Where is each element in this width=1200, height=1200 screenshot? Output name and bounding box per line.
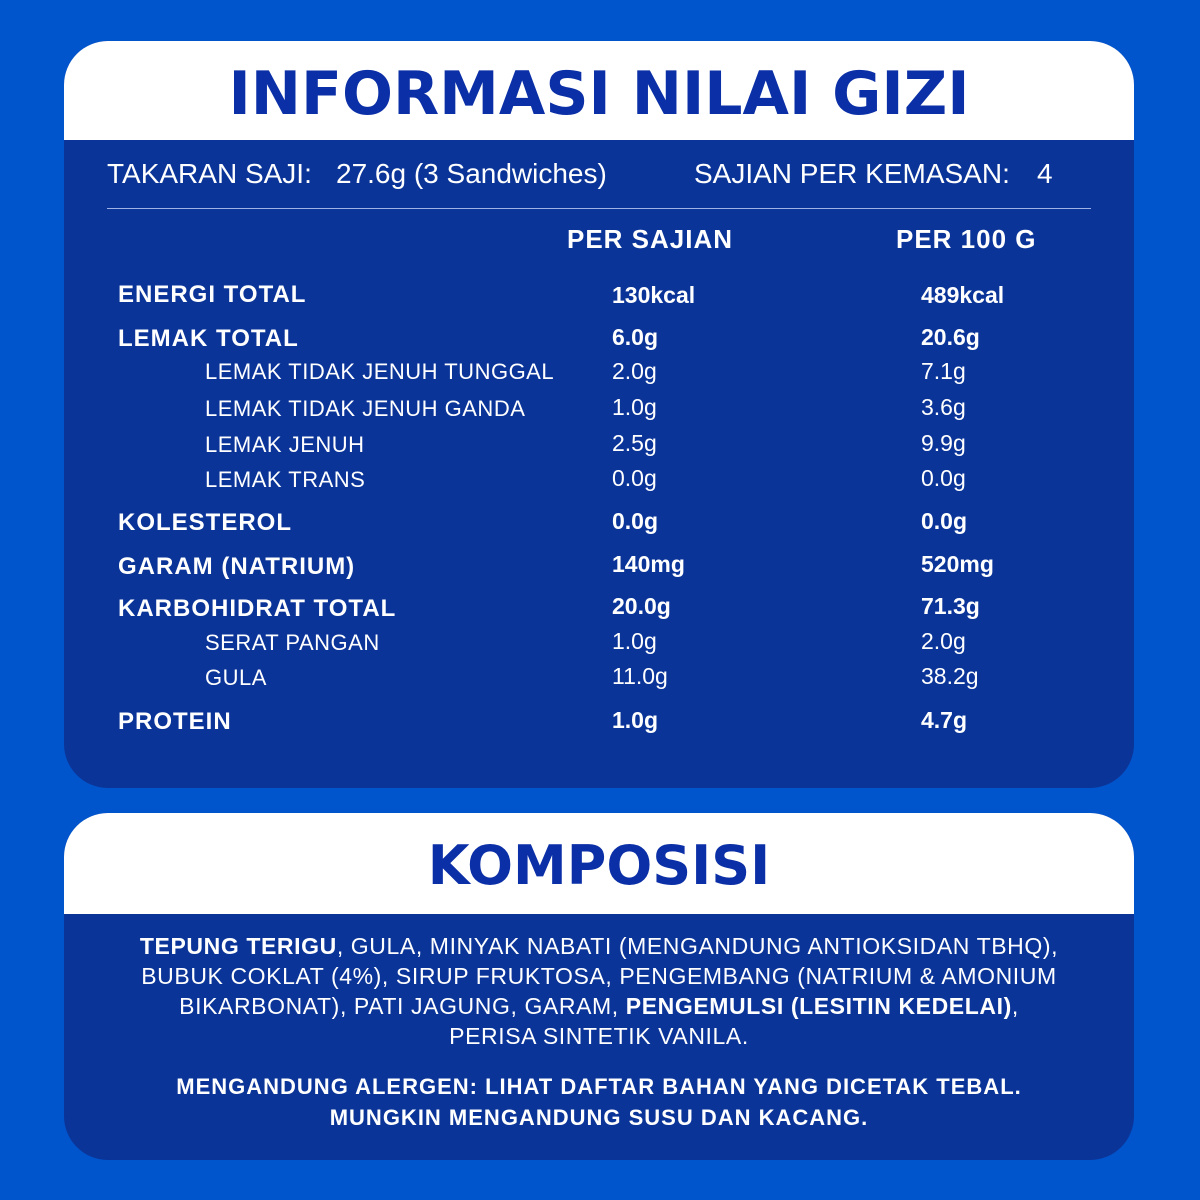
ingredient-line-3-end: , (1011, 993, 1019, 1019)
ingredient-allergen-emulsifier: PENGEMULSI (LESITIN KEDELAI) (625, 993, 1012, 1019)
servings-per-pack-value: 4 (1037, 158, 1053, 189)
row-label-mufa: LEMAK TIDAK JENUH TUNGGAL (205, 359, 555, 384)
row-value-total-fat-serving: 6.0g (612, 324, 659, 350)
ingredient-allergen-wheat: TEPUNG TERIGU (139, 933, 337, 959)
row-value-sodium-serving: 140mg (612, 551, 685, 577)
allergen-line-1: MENGANDUNG ALERGEN: LIHAT DAFTAR BAHAN YANG DICETAK TEBAL. (176, 1074, 1022, 1099)
row-value-fiber-serving: 1.0g (612, 628, 657, 654)
row-label-total-carbohydrate: KARBOHIDRAT TOTAL (118, 595, 397, 622)
row-value-protein-100g: 4.7g (921, 707, 968, 733)
row-value-mufa-serving: 2.0g (612, 358, 657, 384)
row-value-fiber-100g: 2.0g (921, 628, 966, 654)
row-value-protein-serving: 1.0g (612, 707, 659, 733)
row-label-saturated-fat: LEMAK JENUH (205, 432, 365, 457)
row-value-energy-serving: 130kcal (612, 282, 696, 308)
serving-size-value: 27.6g (3 Sandwiches) (336, 158, 607, 189)
row-value-trans-fat-100g: 0.0g (921, 465, 966, 491)
row-value-cholesterol-serving: 0.0g (612, 508, 659, 534)
row-label-sodium: GARAM (NATRIUM) (118, 553, 356, 580)
ingredient-list (104, 931, 1094, 1051)
row-value-carbohydrate-serving: 20.0g (612, 593, 671, 619)
row-value-saturated-fat-100g: 9.9g (921, 430, 966, 456)
row-value-total-fat-100g: 20.6g (921, 324, 980, 350)
composition-panel (64, 813, 1134, 1160)
row-label-cholesterol: KOLESTEROL (118, 509, 293, 536)
allergen-statement (104, 1071, 1094, 1133)
serving-size-label: TAKARAN SAJI: (107, 158, 312, 189)
nutrition-title: INFORMASI NILAI GIZI (64, 41, 1134, 140)
row-value-sodium-100g: 520mg (921, 551, 994, 577)
nutrition-facts-panel (64, 41, 1134, 788)
row-value-pufa-serving: 1.0g (612, 394, 657, 420)
column-header-per-100g: PER 100 G (896, 224, 1037, 254)
row-value-carbohydrate-100g: 71.3g (921, 593, 980, 619)
ingredient-line-3-text: BIKARBONAT), PATI JAGUNG, GARAM, (179, 993, 626, 1019)
row-value-sugar-serving: 11.0g (612, 663, 668, 689)
row-value-saturated-fat-serving: 2.5g (612, 430, 657, 456)
row-label-sugar: GULA (205, 665, 267, 690)
row-value-energy-100g: 489kcal (921, 282, 1005, 308)
row-label-dietary-fiber: SERAT PANGAN (205, 630, 380, 655)
ingredient-line-3 (104, 991, 1094, 1021)
divider-line (107, 208, 1091, 209)
row-label-trans-fat: LEMAK TRANS (205, 467, 366, 492)
composition-title: KOMPOSISI (64, 813, 1134, 914)
row-value-cholesterol-100g: 0.0g (921, 508, 968, 534)
row-value-trans-fat-serving: 0.0g (612, 465, 657, 491)
row-label-total-fat: LEMAK TOTAL (118, 325, 299, 352)
row-label-protein: PROTEIN (118, 708, 232, 735)
ingredient-line-4: PERISA SINTETIK VANILA. (449, 1023, 749, 1049)
row-label-energy: ENERGI TOTAL (118, 281, 307, 308)
servings-per-pack-label: SAJIAN PER KEMASAN: (694, 158, 1010, 189)
ingredient-line-2: BUBUK COKLAT (4%), SIRUP FRUKTOSA, PENGEMBANG (NATRIUM & AMONIUM (141, 963, 1057, 989)
row-value-sugar-100g: 38.2g (921, 663, 979, 689)
allergen-line-2: MUNGKIN MENGANDUNG SUSU DAN KACANG. (329, 1105, 869, 1130)
ingredient-line-1 (104, 931, 1094, 961)
column-header-per-serving: PER SAJIAN (567, 224, 734, 254)
row-label-pufa: LEMAK TIDAK JENUH GANDA (205, 396, 526, 421)
ingredient-line-1-text: , GULA, MINYAK NABATI (MENGANDUNG ANTIOKSIDAN TBHQ), (336, 933, 1059, 959)
row-value-mufa-100g: 7.1g (921, 358, 966, 384)
row-value-pufa-100g: 3.6g (921, 394, 966, 420)
